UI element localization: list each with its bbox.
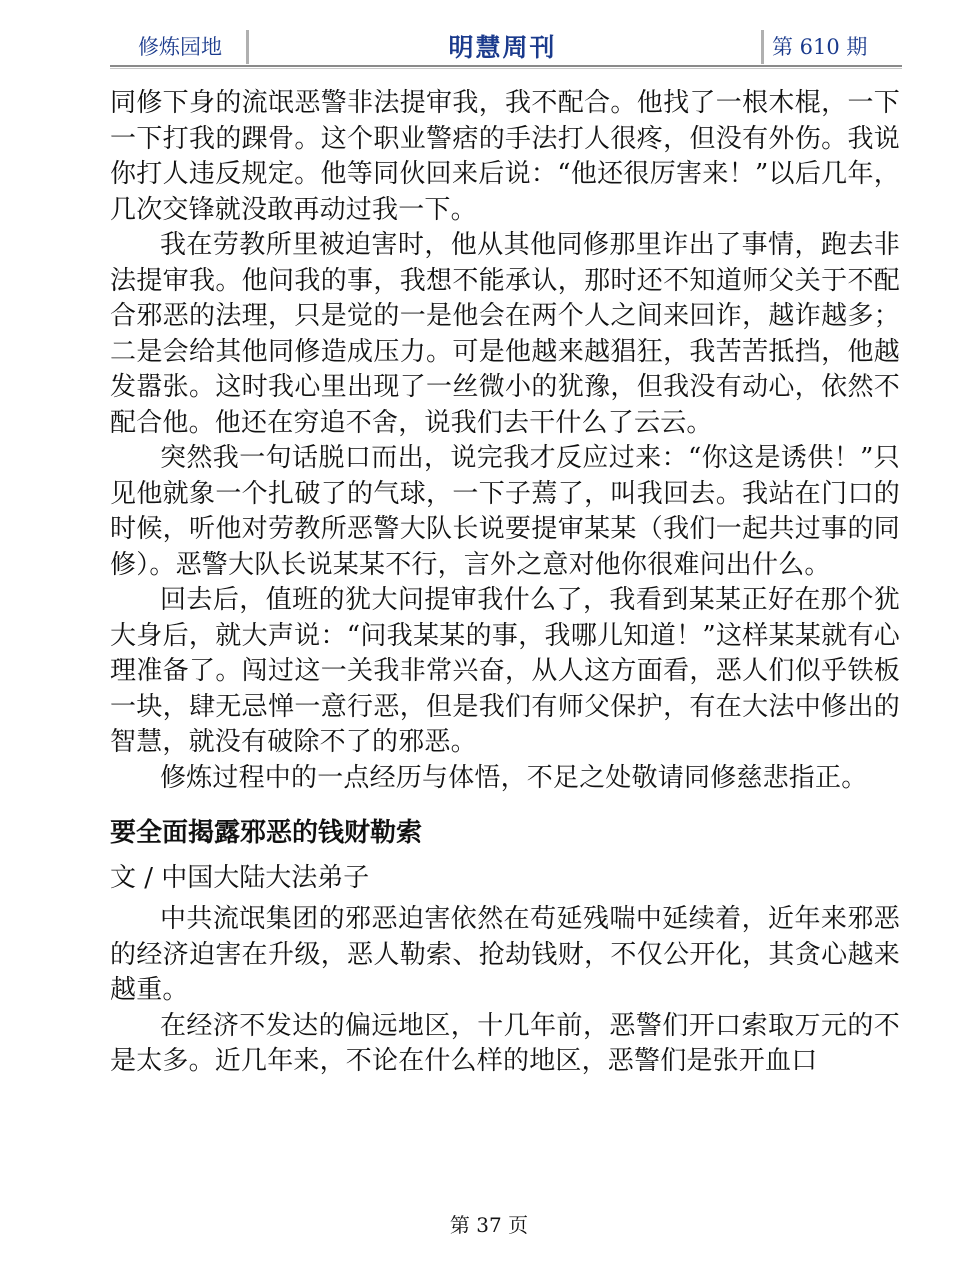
article-title: 要全面揭露邪恶的钱财勒索 [110, 818, 423, 848]
header-rule-thin [110, 68, 902, 69]
page-number: 第 37 页 [449, 1213, 529, 1237]
publication-title: 明慧周刊 [448, 33, 557, 62]
body-paragraph: 我在劳教所里被迫害时，他从其他同修那里诈出了事情，跑去非法提审我。他问我的事，我想不能承认，那时还不知道师父关于不配合邪恶的法理，只是觉的一是他会在两个人之间来回诈，越诈越多；二是会给其他同修造成压力。可是他越来越猖狂，我苦苦抵挡，他越发嚣张。这时我心里出现了一丝微小的犹豫，但我没有动心，依然不配合他。他还在穷追不舍，说我们去干什么了云云。 [110, 230, 900, 438]
body-paragraph: 中共流氓集团的邪恶迫害依然在苟延残喘中延续着，近年来邪恶的经济迫害在升级，恶人勒索、抢劫钱财，不仅公开化，其贪心越来越重。 [110, 904, 900, 1005]
article-byline: 文 / 中国大陆大法弟子 [110, 863, 370, 893]
body-paragraph: 在经济不发达的偏远地区，十几年前，恶警们开口索取万元的不是太多。近几年来，不论在什么样的地区，恶警们是张开血口 [110, 1010, 900, 1076]
page-content [110, 86, 900, 1080]
header-divider-right [761, 30, 764, 64]
body-paragraph: 回去后，值班的犹大问提审我什么了，我看到某某正好在那个犹大身后，就大声说：“问我某某的事，我哪儿知道！”这样某某就有心理准备了。闯过这一关我非常兴奋，从人这方面看，恶人们似乎铁板一块，肆无忌惮一意行恶，但是我们有师父保护，有在大法中修出的智慧，就没有破除不了的邪恶。 [110, 585, 900, 757]
body-paragraph: 同修下身的流氓恶警非法提审我，我不配合。他找了一根木棍，一下一下打我的踝骨。这个职业警痞的手法打人很疼，但没有外伤。我说你打人违反规定。他等同伙回来后说：“他还很厉害来！”以后几年，几次交锋就没敢再动过我一下。 [110, 88, 900, 225]
header-rule [110, 65, 902, 67]
page-header [110, 28, 902, 68]
section-label: 修炼园地 [138, 35, 222, 59]
body-paragraph: 突然我一句话脱口而出，说完我才反应过来：“你这是诱供！”只见他就象一个扎破了的气球，一下子蔫了，叫我回去。我站在门口的时候，听他对劳教所恶警大队长说要提审某某（我们一起共过事的同修）。恶警大队长说某某不行，言外之意对他你很难问出什么。 [110, 443, 900, 580]
header-divider-left [246, 30, 249, 64]
issue-number: 第 610 期 [772, 35, 868, 59]
body-paragraph: 修炼过程中的一点经历与体悟，不足之处敬请同修慈悲指正。 [160, 762, 868, 793]
